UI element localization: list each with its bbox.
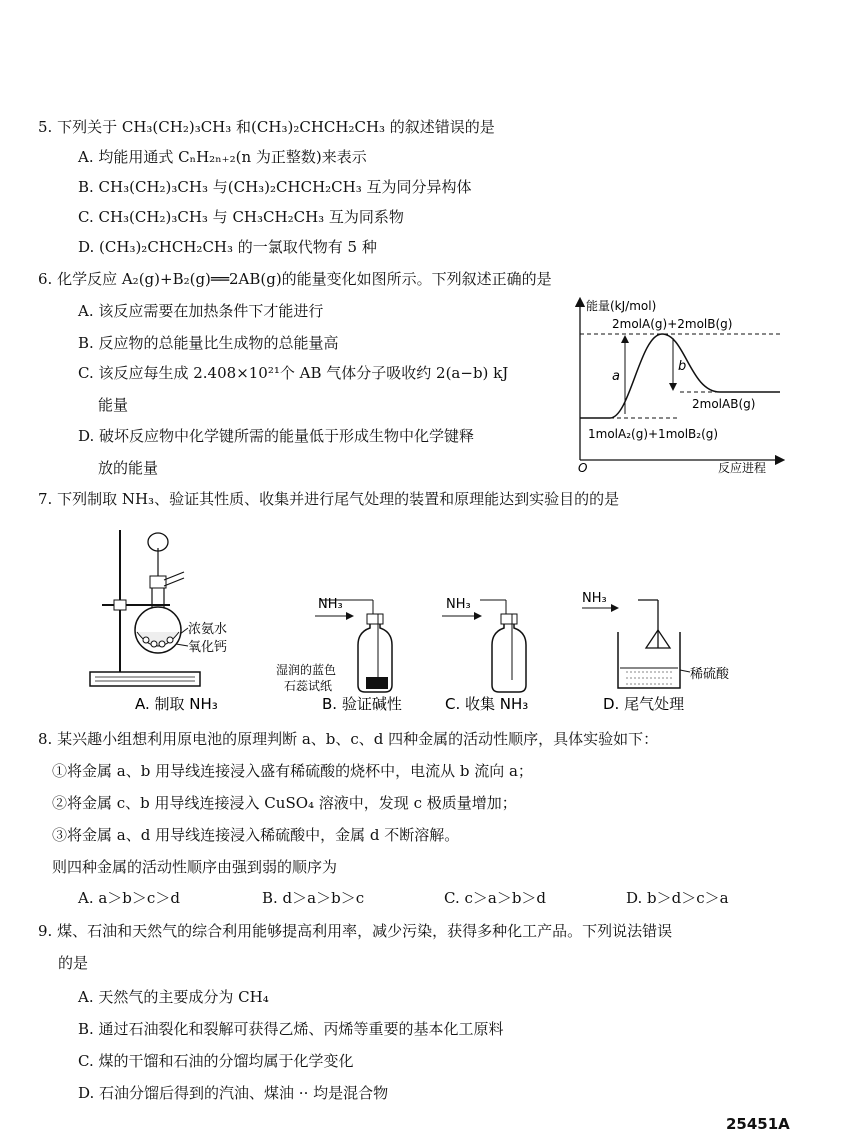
- q8-step-1: ①将金属 a、b 用导线连接浸入盛有稀硫酸的烧杯中，电流从 b 流向 a；: [52, 762, 533, 780]
- q9-stem-cont: 的是: [58, 954, 89, 972]
- caption-d: D. 尾气处理: [603, 695, 685, 713]
- label-litmus-2: 石蕊试纸: [284, 679, 333, 693]
- q6-option-c-cont: 能量: [98, 396, 129, 414]
- q9-option-b: B. 通过石油裂化和裂解可获得乙烯、丙烯等重要的基本化工原料: [78, 1020, 504, 1038]
- x-axis-label: 反应进程: [718, 461, 767, 474]
- apparatus-d: [582, 600, 690, 688]
- q8-stem: 8. 某兴趣小组想利用原电池的原理判断 a、b、c、d 四种金属的活动性顺序，具体实验如下：: [38, 730, 659, 748]
- label-b: b: [678, 359, 687, 374]
- q9-option-c: C. 煤的干馏和石油的分馏均属于化学变化: [78, 1052, 354, 1070]
- q5-option-c: C. CH₃(CH₂)₃CH₃ 与 CH₃CH₂CH₃ 互为同系物: [78, 208, 404, 226]
- apparatus-figure: [80, 520, 760, 715]
- mid-level-label: 2molAB(g): [692, 397, 756, 411]
- q6-option-d: D. 破坏反应物中化学键所需的能量低于形成生物中化学键释: [78, 427, 475, 445]
- q6-stem: 6. 化学反应 A₂(g)+B₂(g)══2AB(g)的能量变化如图所示。下列叙述正确的是: [38, 270, 552, 288]
- label-nh3-d: NH₃: [582, 591, 607, 606]
- q9-option-d: D. 石油分馏后得到的汽油、煤油 ·· 均是混合物: [78, 1084, 389, 1102]
- caption-c: C. 收集 NH₃: [445, 695, 529, 713]
- label-nh3-c: NH₃: [446, 597, 471, 612]
- q8-option-a: A. a＞b＞c＞d: [78, 889, 180, 907]
- q9-option-a: A. 天然气的主要成分为 CH₄: [78, 988, 269, 1006]
- y-axis-label: 能量(kJ/mol): [586, 299, 657, 313]
- q8-option-b: B. d＞a＞b＞c: [262, 889, 365, 907]
- label-dilute-sulfuric-acid: 稀硫酸: [690, 667, 730, 682]
- label-nh3-b: NH₃: [318, 597, 343, 612]
- origin-label: O: [578, 461, 588, 474]
- q8-option-c: C. c＞a＞b＞d: [444, 889, 547, 907]
- q5-option-d: D. (CH₃)₂CHCH₂CH₃ 的一氯取代物有 5 种: [78, 238, 377, 256]
- q8-step-2: ②将金属 c、b 用导线连接浸入 CuSO₄ 溶液中，发现 c 极质量增加；: [52, 794, 517, 812]
- top-level-label: 2molA(g)+2molB(g): [612, 317, 733, 331]
- q6-option-d-cont: 放的能量: [98, 459, 159, 477]
- label-conc-ammonia: 浓氨水: [188, 622, 228, 637]
- q6-option-b: B. 反应物的总能量比生成物的总能量高: [78, 334, 339, 352]
- q8-option-d: D. b＞d＞c＞a: [626, 889, 729, 907]
- label-litmus-1: 湿润的蓝色: [276, 663, 337, 677]
- q7-stem: 7. 下列制取 NH₃、验证其性质、收集并进行尾气处理的装置和原理能达到实验目的的是: [38, 490, 620, 508]
- q8-question: 则四种金属的活动性顺序由强到弱的顺序为: [52, 858, 338, 876]
- q5-option-b: B. CH₃(CH₂)₃CH₃ 与(CH₃)₂CHCH₂CH₃ 互为同分异构体: [78, 178, 472, 196]
- label-calcium-oxide: 氧化钙: [188, 640, 228, 655]
- energy-diagram: [570, 292, 790, 474]
- page-code: 25451A: [726, 1115, 790, 1133]
- apparatus-a: [90, 530, 200, 686]
- label-a: a: [612, 369, 620, 384]
- q5-stem: 5. 下列关于 CH₃(CH₂)₃CH₃ 和(CH₃)₂CHCH₂CH₃ 的叙述错误的是: [38, 118, 495, 136]
- q5-option-a: A. 均能用通式 CₙH₂ₙ₊₂(n 为正整数)来表示: [78, 148, 367, 166]
- q8-step-3: ③将金属 a、d 用导线连接浸入稀硫酸中，金属 d 不断溶解。: [52, 826, 460, 844]
- q9-stem: 9. 煤、石油和天然气的综合利用能够提高利用率，减少污染，获得多种化工产品。下列说法错误: [38, 922, 673, 940]
- caption-b: B. 验证碱性: [322, 695, 402, 713]
- q6-option-c: C. 该反应每生成 2.408×10²¹个 AB 气体分子吸收约 2(a−b) kJ: [78, 364, 509, 382]
- q6-option-a: A. 该反应需要在加热条件下才能进行: [78, 302, 324, 320]
- apparatus-c: [442, 600, 526, 692]
- caption-a: A. 制取 NH₃: [135, 695, 218, 713]
- bottom-level-label: 1molA₂(g)+1molB₂(g): [588, 427, 719, 441]
